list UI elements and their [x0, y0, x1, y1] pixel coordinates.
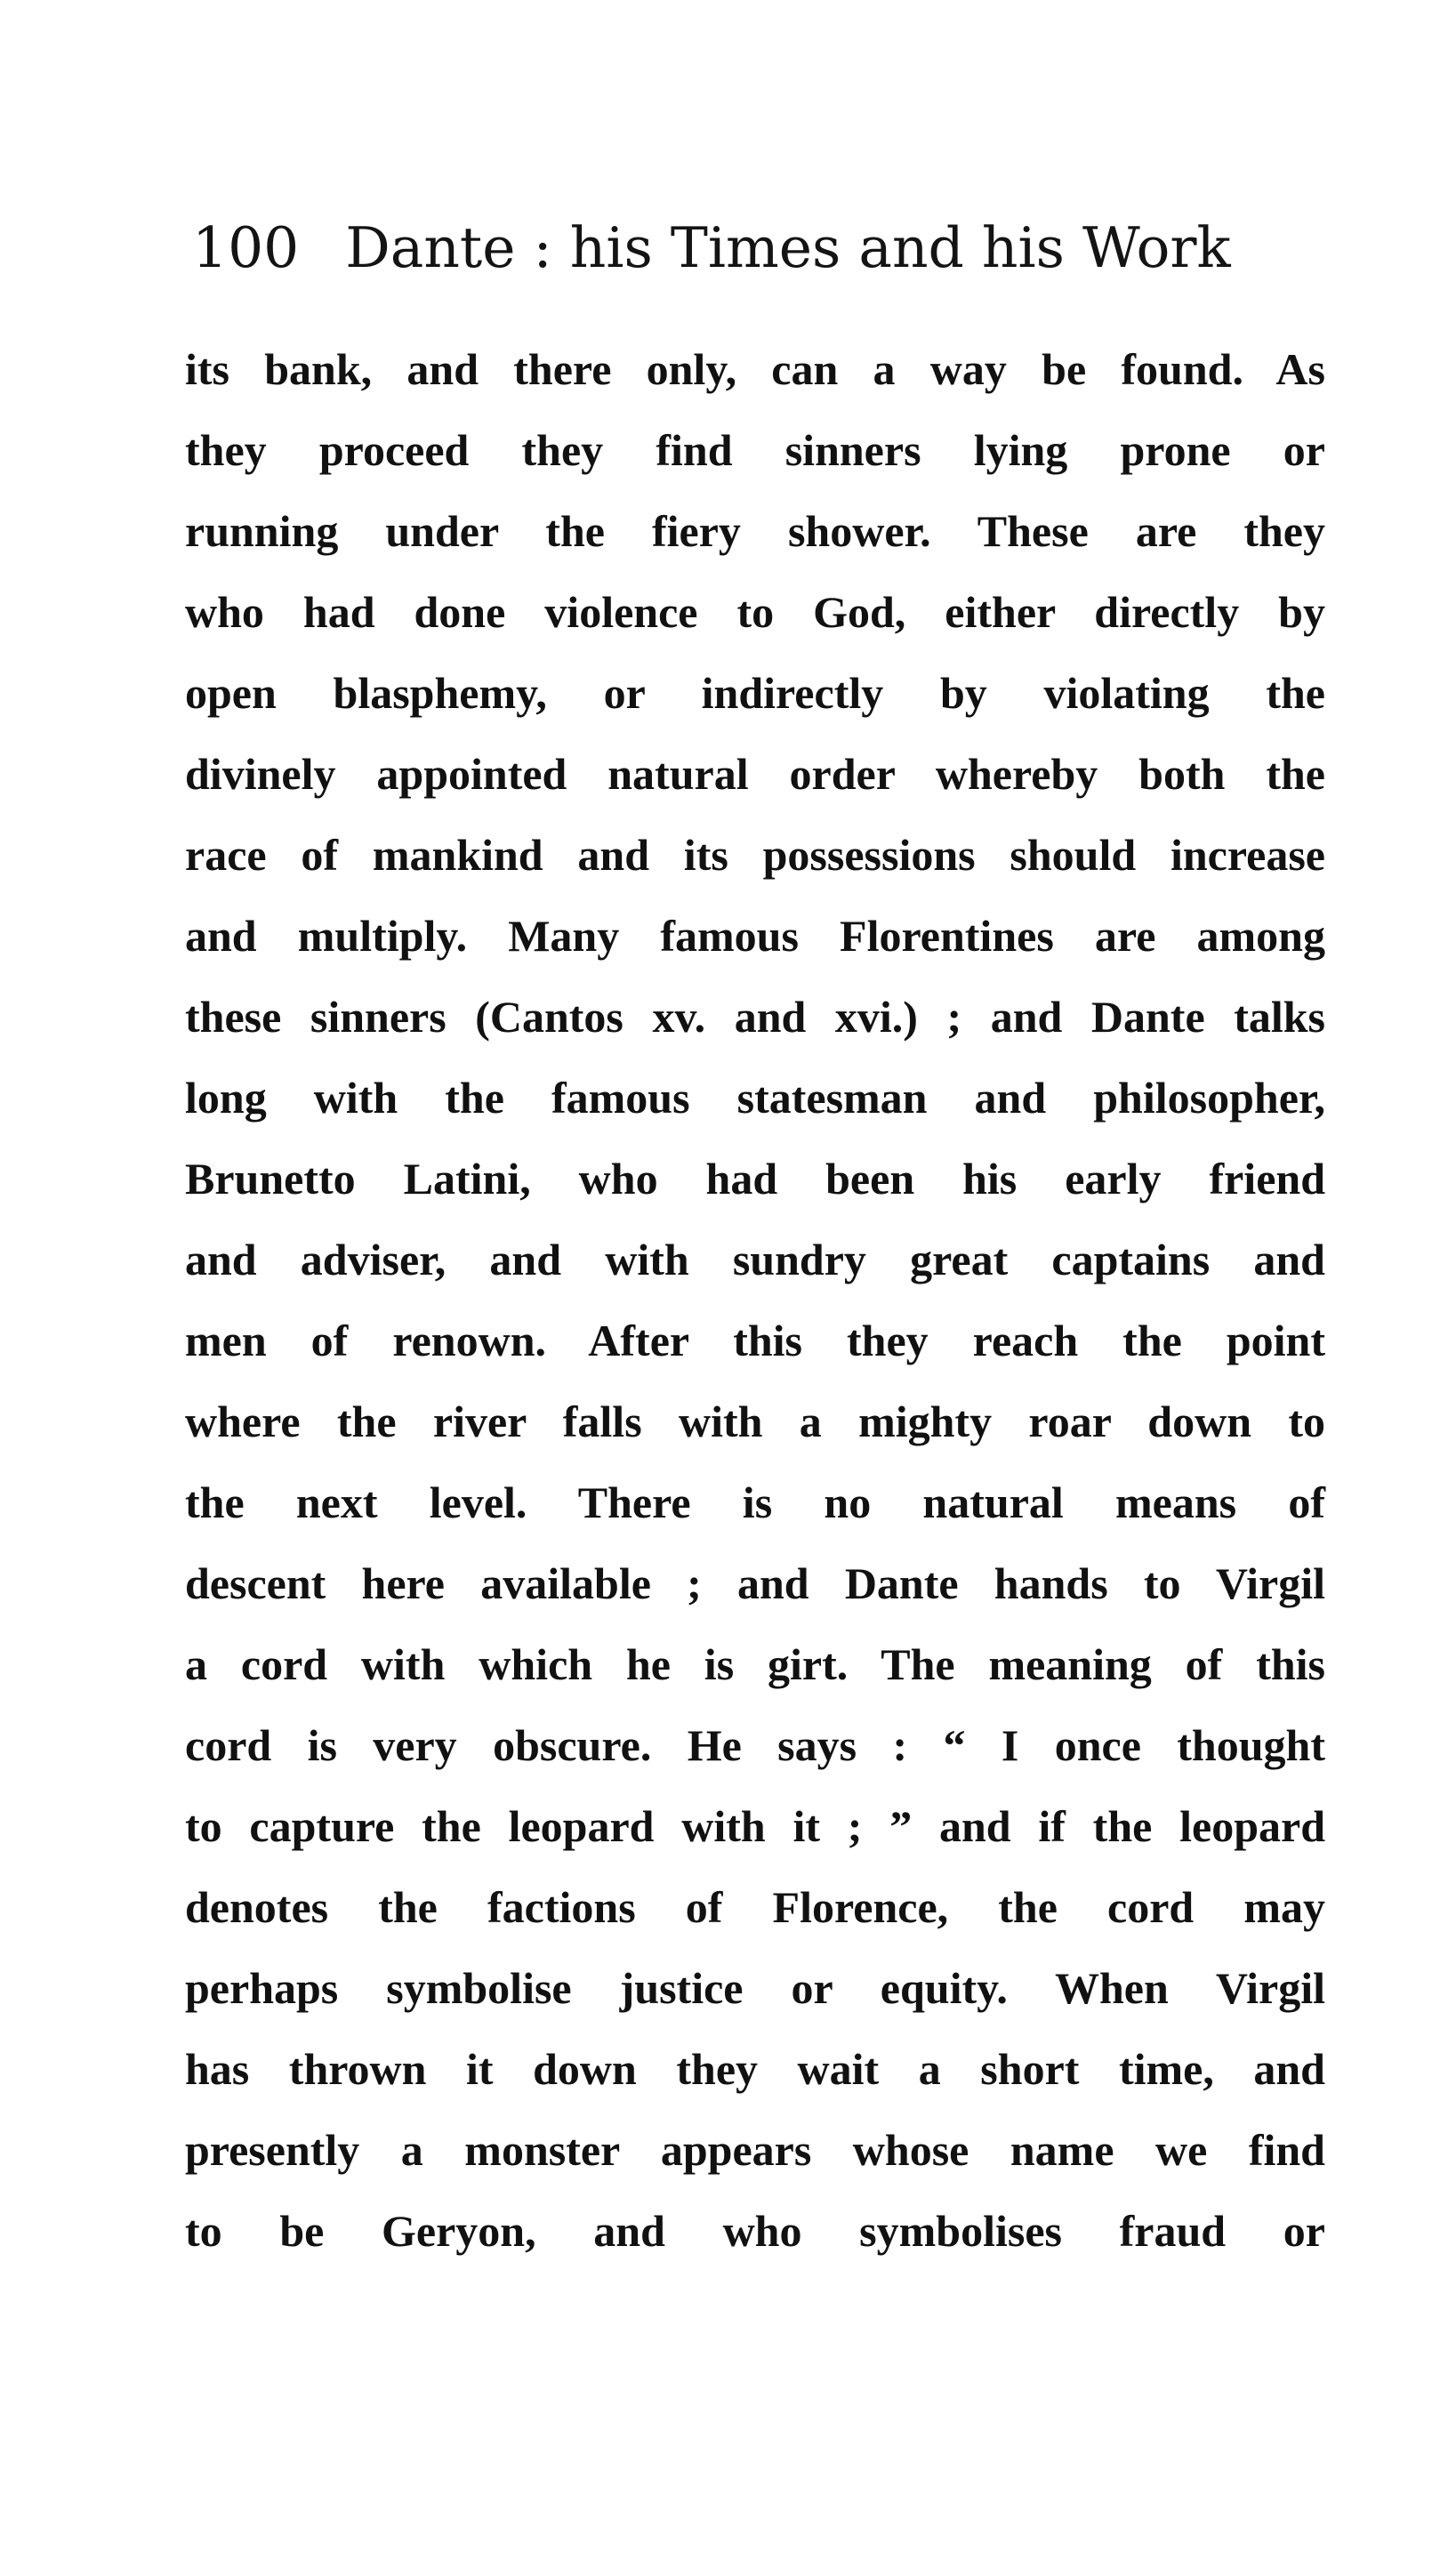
- text-line: men of renown. After this they reach the point: [185, 1316, 1325, 1365]
- text-line: descent here available ; and Dante hands to Virgil: [185, 1558, 1325, 1608]
- text-line: presently a monster appears whose name we find: [185, 2125, 1325, 2175]
- text-line: these sinners (Cantos xv. and xvi.) ; and Dante talks: [185, 992, 1325, 1042]
- text-line: running under the fiery shower. These are they: [185, 506, 1325, 556]
- running-title: Dante : his Times and his Work: [345, 215, 1231, 280]
- text-line: to be Geryon, and who symbolises fraud or: [185, 2206, 1325, 2256]
- text-line: race of mankind and its possessions should increase: [185, 830, 1325, 880]
- text-line: Brunetto Latini, who had been his early friend: [185, 1154, 1325, 1203]
- text-line: its bank, and there only, can a way be found. As: [185, 344, 1325, 394]
- text-line: where the river falls with a mighty roar down to: [185, 1397, 1325, 1446]
- text-line: and multiply. Many famous Florentines are among: [185, 911, 1325, 961]
- body-text: [185, 329, 1325, 2272]
- text-line: they proceed they find sinners lying prone or: [185, 425, 1325, 475]
- text-line: open blasphemy, or indirectly by violating the: [185, 668, 1325, 718]
- text-line: a cord with which he is girt. The meaning of this: [185, 1639, 1325, 1689]
- text-line: divinely appointed natural order whereby both the: [185, 749, 1325, 799]
- text-line: has thrown it down they wait a short time, and: [185, 2044, 1325, 2094]
- text-line: and adviser, and with sundry great captains and: [185, 1235, 1325, 1284]
- page-header: [192, 208, 1259, 288]
- page-number: 100: [192, 215, 300, 280]
- text-line: perhaps symbolise justice or equity. When Virgil: [185, 1963, 1325, 2013]
- text-line: denotes the factions of Florence, the cord may: [185, 1882, 1325, 1932]
- text-line: cord is very obscure. He says : “ I once thought: [185, 1720, 1325, 1770]
- text-line: who had done violence to God, either directly by: [185, 587, 1325, 637]
- text-line: to capture the leopard with it ; ” and if the leopard: [185, 1801, 1325, 1851]
- text-line: long with the famous statesman and philosopher,: [185, 1073, 1325, 1123]
- text-line: the next level. There is no natural means of: [185, 1477, 1325, 1527]
